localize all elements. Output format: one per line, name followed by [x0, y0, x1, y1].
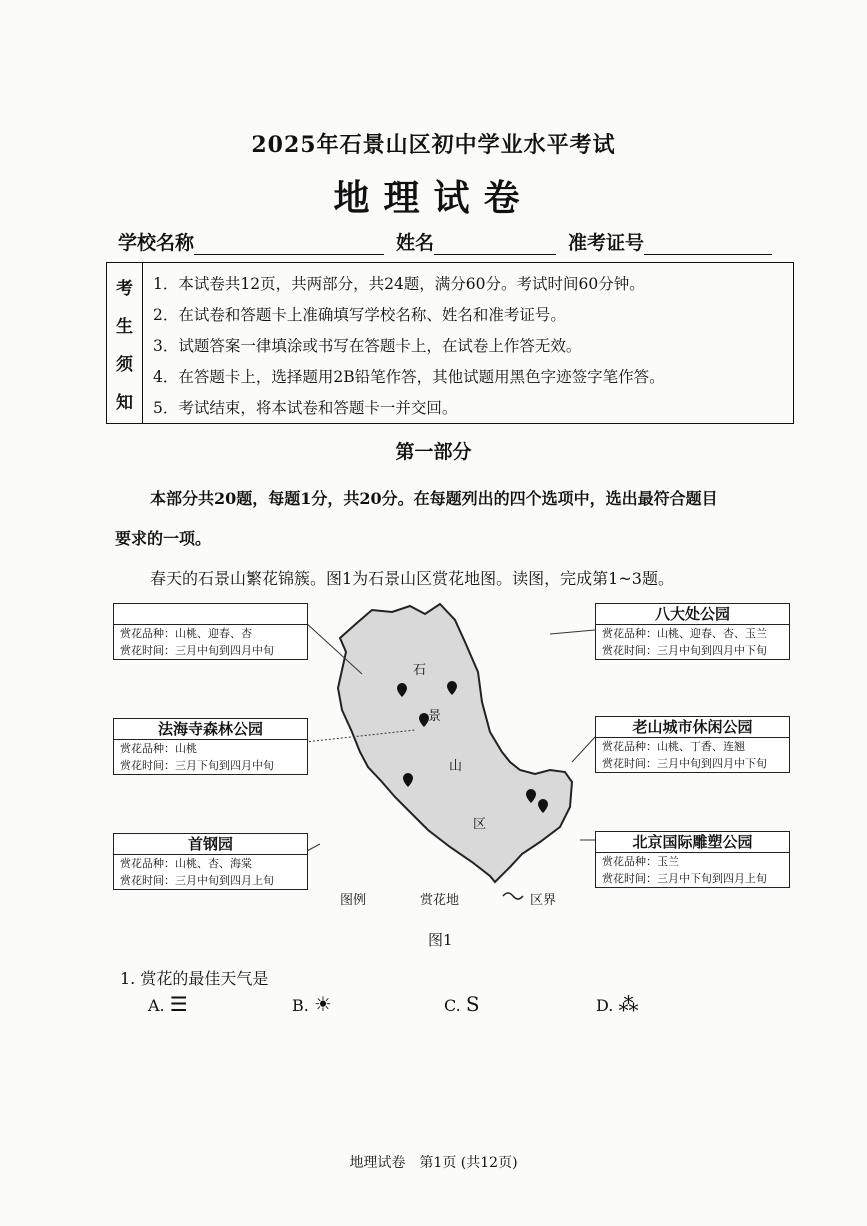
option-letter: B. [292, 996, 309, 1015]
notice-item: 5．考试结束，将本试卷和答题卡一并交回。 [153, 399, 458, 417]
part-intro-line2: 要求的一项。 [115, 529, 212, 548]
district-shape [338, 604, 572, 882]
map-box-name [114, 604, 307, 625]
map-box-sculpture-park [595, 831, 790, 888]
map-box-name: 老山城市休闲公园 [596, 717, 789, 738]
notice-item: 2．在试卷和答题卡上准确填写学校名称、姓名和准考证号。 [153, 306, 566, 324]
map-box-name: 八大处公园 [596, 604, 789, 625]
part-title: 第一部分 [395, 441, 472, 463]
name-field[interactable] [434, 236, 556, 255]
option-a[interactable] [148, 992, 188, 1016]
notice-items [143, 263, 793, 423]
notice-label-char: 知 [116, 392, 133, 413]
option-letter: D. [596, 996, 614, 1015]
page-footer: 地理试卷 第1页 (共12页) [349, 1155, 518, 1171]
map-box-park [113, 603, 308, 660]
school-label: 学校名称 [118, 232, 195, 254]
map-box-name: 北京国际雕塑公园 [596, 832, 789, 853]
notice-label-char: 须 [116, 354, 133, 375]
map-box-name: 首钢园 [114, 834, 307, 855]
notice-label-char: 生 [116, 316, 133, 337]
map-box-variety: 赏花品种：山桃、杏、海棠 [120, 857, 252, 870]
notice-item: 3．试题答案一律填涂或书写在答题卡上，在试卷上作答无效。 [153, 337, 582, 355]
name-label: 姓名 [396, 232, 435, 254]
figure-caption: 图1 [428, 931, 453, 949]
notice-box [106, 262, 794, 424]
map-box-time: 赏花时间：三月中旬到四月上旬 [120, 874, 274, 887]
id-label: 准考证号 [568, 232, 645, 254]
part-intro-line1: 本部分共20题，每题1分，共20分。在每题列出的四个选项中，选出最符合题目 [150, 489, 718, 508]
map-box-time: 赏花时间：三月中旬到四月中下旬 [602, 757, 767, 770]
option-b[interactable] [292, 992, 332, 1016]
school-field[interactable] [194, 236, 384, 255]
map-box-time: 赏花时间：三月中下旬到四月上旬 [602, 872, 767, 885]
map-box-variety: 赏花品种：玉兰 [602, 855, 679, 868]
notice-label-char: 考 [116, 278, 133, 299]
legend-boundary-icon [503, 893, 523, 899]
map-box-time: 赏花时间：三月中旬到四月中旬 [120, 644, 274, 657]
notice-label [107, 263, 143, 423]
legend-boundary: 区界 [530, 893, 557, 908]
region-label: 石 [413, 663, 427, 678]
option-d[interactable] [596, 992, 638, 1016]
snow-icon: ⁂ [618, 992, 639, 1016]
option-letter: A. [148, 996, 165, 1015]
notice-item: 4．在答题卡上，选择题用2B铅笔作答，其他试题用黑色字迹签字笔作答。 [153, 368, 665, 386]
subject-title: 地理试卷 [333, 177, 534, 219]
fog-icon: ☰ [169, 992, 188, 1016]
map-box-time: 赏花时间：三月下旬到四月中旬 [120, 759, 274, 772]
map-box-variety: 赏花品种：山桃、丁香、连翘 [602, 740, 745, 753]
map-box-badachu [595, 603, 790, 660]
exam-title: 2025年石景山区初中学业水平考试 [251, 132, 616, 158]
notice-item: 1．本试卷共12页，共两部分，共24题，满分60分。考试时间60分钟。 [153, 275, 645, 293]
legend-flower-spot: 赏花地 [420, 893, 460, 908]
option-c[interactable] [444, 992, 480, 1016]
sandstorm-icon: S [465, 992, 480, 1016]
info-row [118, 228, 788, 255]
question-group-intro: 春天的石景山繁花锦簇。图1为石景山区赏花地图。读图，完成第1~3题。 [150, 569, 674, 588]
exam-id-field[interactable] [644, 236, 772, 255]
option-letter: C. [444, 996, 461, 1015]
sun-icon: ☀ [313, 992, 332, 1016]
map-box-variety: 赏花品种：山桃、迎春、杏 [120, 627, 252, 640]
question-1-stem: 1. 赏花的最佳天气是 [120, 969, 269, 988]
region-label: 景 [428, 709, 442, 724]
region-label: 区 [473, 817, 487, 832]
region-label: 山 [449, 759, 463, 774]
map-box-fahai-temple [113, 718, 308, 775]
map-box-laoshan [595, 716, 790, 773]
map-box-variety: 赏花品种：山桃 [120, 742, 197, 755]
map-box-variety: 赏花品种：山桃、迎春、杏、玉兰 [602, 627, 767, 640]
map-box-shougang [113, 833, 308, 890]
map-box-name: 法海寺森林公园 [114, 719, 307, 740]
map-box-time: 赏花时间：三月中旬到四月中下旬 [602, 644, 767, 657]
legend-title: 图例 [340, 893, 367, 908]
